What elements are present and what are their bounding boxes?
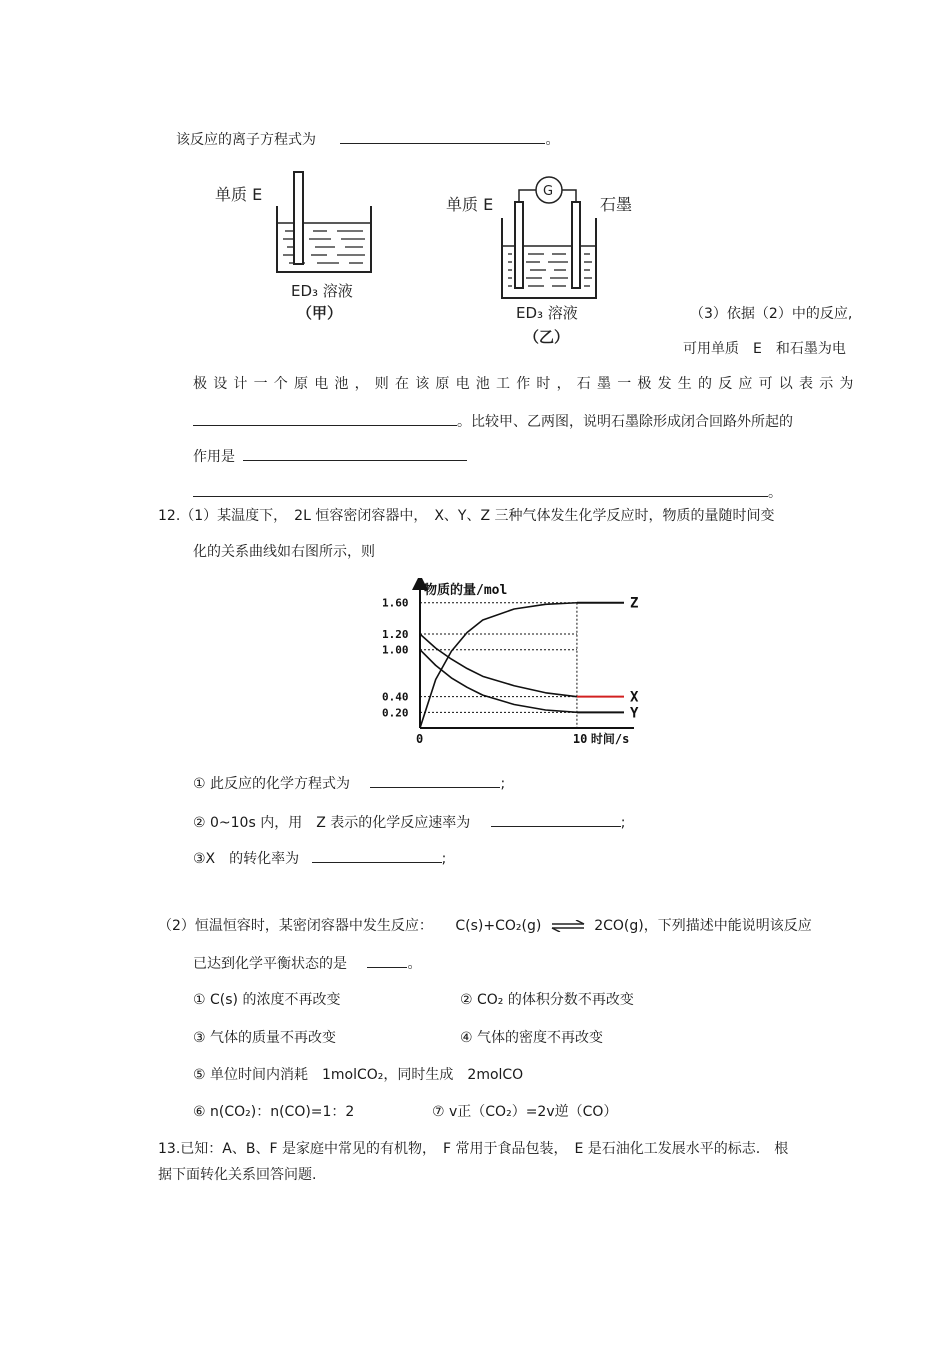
option-2: ② CO₂ 的体积分数不再改变	[460, 992, 634, 1008]
answer-blank[interactable]	[193, 411, 457, 426]
series-label-Z: Z	[630, 595, 639, 612]
answer-blank[interactable]	[312, 848, 442, 863]
series-label-X: X	[630, 689, 639, 706]
y-tick-label: 1.20	[382, 628, 409, 642]
q12-part2-a-line	[158, 917, 812, 935]
option-5: ⑤ 单位时间内消耗 1molCO₂，同时生成 2molCO	[193, 1067, 524, 1083]
answer-blank[interactable]	[491, 812, 621, 827]
electrode-graphite	[572, 202, 580, 288]
answer-blank[interactable]	[370, 773, 500, 788]
answer-blank[interactable]	[367, 953, 407, 968]
x-tick-label: 0	[416, 732, 424, 746]
q11-part3-b: 可用单质 E 和石墨为电	[683, 341, 846, 357]
q12-part2-a: （2）恒温恒容时，某密闭容器中发生反应：	[158, 918, 433, 934]
solution-label-yi: ED₃ 溶液	[516, 304, 578, 322]
figure-yi	[440, 172, 650, 352]
period: 。	[545, 132, 560, 148]
q12-intro-b: 化的关系曲线如右图所示，则	[193, 544, 375, 560]
figure-jia	[205, 168, 395, 328]
q11-long-blank-line	[193, 482, 782, 502]
q12-sub3: ③X 的转化率为	[193, 851, 300, 867]
y-axis-title: 物质的量/mol	[424, 583, 508, 598]
period: 。	[768, 485, 782, 501]
series-line-Z	[420, 603, 577, 728]
elec-label-yi: 单质 E	[446, 195, 494, 214]
answer-blank[interactable]	[340, 129, 545, 144]
q13-line-b: 据下面转化关系回答问题.	[158, 1167, 317, 1183]
period: 。	[407, 956, 422, 972]
q11-part3-d: 。比较甲、乙两图，说明石墨除形成闭合回路外所起的	[457, 414, 793, 430]
q12-sub1: ① 此反应的化学方程式为	[193, 776, 351, 792]
q12-part2-b: ，下列描述中能说明该反应	[643, 918, 812, 934]
semicolon: ;	[500, 776, 506, 792]
graphite-label: 石墨	[600, 195, 633, 214]
galvanometer-label: G	[543, 184, 554, 199]
option-6: ⑥ n(CO₂)：n(CO)=1：2	[193, 1104, 355, 1120]
ionic-equation-line	[176, 129, 559, 149]
caption-jia: （甲）	[297, 304, 343, 322]
q12-intro-a: 12.（1）某温度下， 2L 恒容密闭容器中， X、Y、Z 三种气体发生化学反应时，物质的量随时间变	[158, 508, 775, 524]
y-tick-label: 1.60	[382, 596, 409, 610]
electrode-e-jia	[294, 172, 303, 264]
q12-sub1-line	[193, 773, 505, 793]
q12-part2-c-line	[193, 953, 421, 973]
solution-label-jia: ED₃ 溶液	[291, 282, 353, 300]
electrode-e-yi	[515, 202, 523, 288]
amount-time-chart	[372, 578, 652, 750]
q13-line-a: 13.已知：A、B、F 是家庭中常见的有机物， F 常用于食品包装， E 是石油化工发展水平的标志. 根	[158, 1141, 789, 1157]
option-7: ⑦ v正（CO₂）=2v逆（CO）	[432, 1104, 618, 1120]
q11-part3-d-line	[193, 411, 793, 431]
option-1: ① C(s) 的浓度不再改变	[193, 992, 341, 1008]
q11-part3-e: 作用是	[193, 449, 235, 465]
semicolon: ;	[620, 815, 626, 831]
x-tick-label: 10	[572, 732, 588, 746]
q11-part3-a: （3）依据（2）中的反应,	[690, 306, 853, 322]
equation-right: 2CO(g)	[594, 918, 644, 934]
q12-sub3-line	[193, 848, 446, 868]
y-tick-label: 1.00	[382, 643, 409, 657]
y-tick-label: 0.40	[382, 690, 409, 704]
answer-blank[interactable]	[193, 482, 768, 497]
ionic-equation-prompt: 该反应的离子方程式为	[176, 132, 316, 148]
q12-part2-c: 已达到化学平衡状态的是	[193, 956, 347, 972]
q12-sub2-line	[193, 812, 625, 832]
q11-part3-e-line	[193, 446, 467, 466]
elec-label-jia: 单质 E	[215, 185, 263, 204]
q11-part3-c: 极设计一个原电池，则在该原电池工作时，石墨一极发生的反应可以表示为	[193, 376, 860, 392]
option-4: ④ 气体的密度不再改变	[460, 1030, 604, 1046]
x-axis-title: 时间/s	[590, 732, 630, 746]
semicolon: ;	[441, 851, 447, 867]
equation-left: C(s)+CO₂(g)	[455, 918, 542, 934]
option-3: ③ 气体的质量不再改变	[193, 1030, 337, 1046]
equilibrium-arrow-icon	[550, 920, 586, 932]
caption-yi: （乙）	[524, 328, 570, 346]
answer-blank[interactable]	[243, 446, 467, 461]
series-label-Y: Y	[630, 705, 639, 722]
q12-sub2: ② 0~10s 内，用 Z 表示的化学反应速率为	[193, 815, 471, 831]
y-tick-label: 0.20	[382, 706, 409, 720]
